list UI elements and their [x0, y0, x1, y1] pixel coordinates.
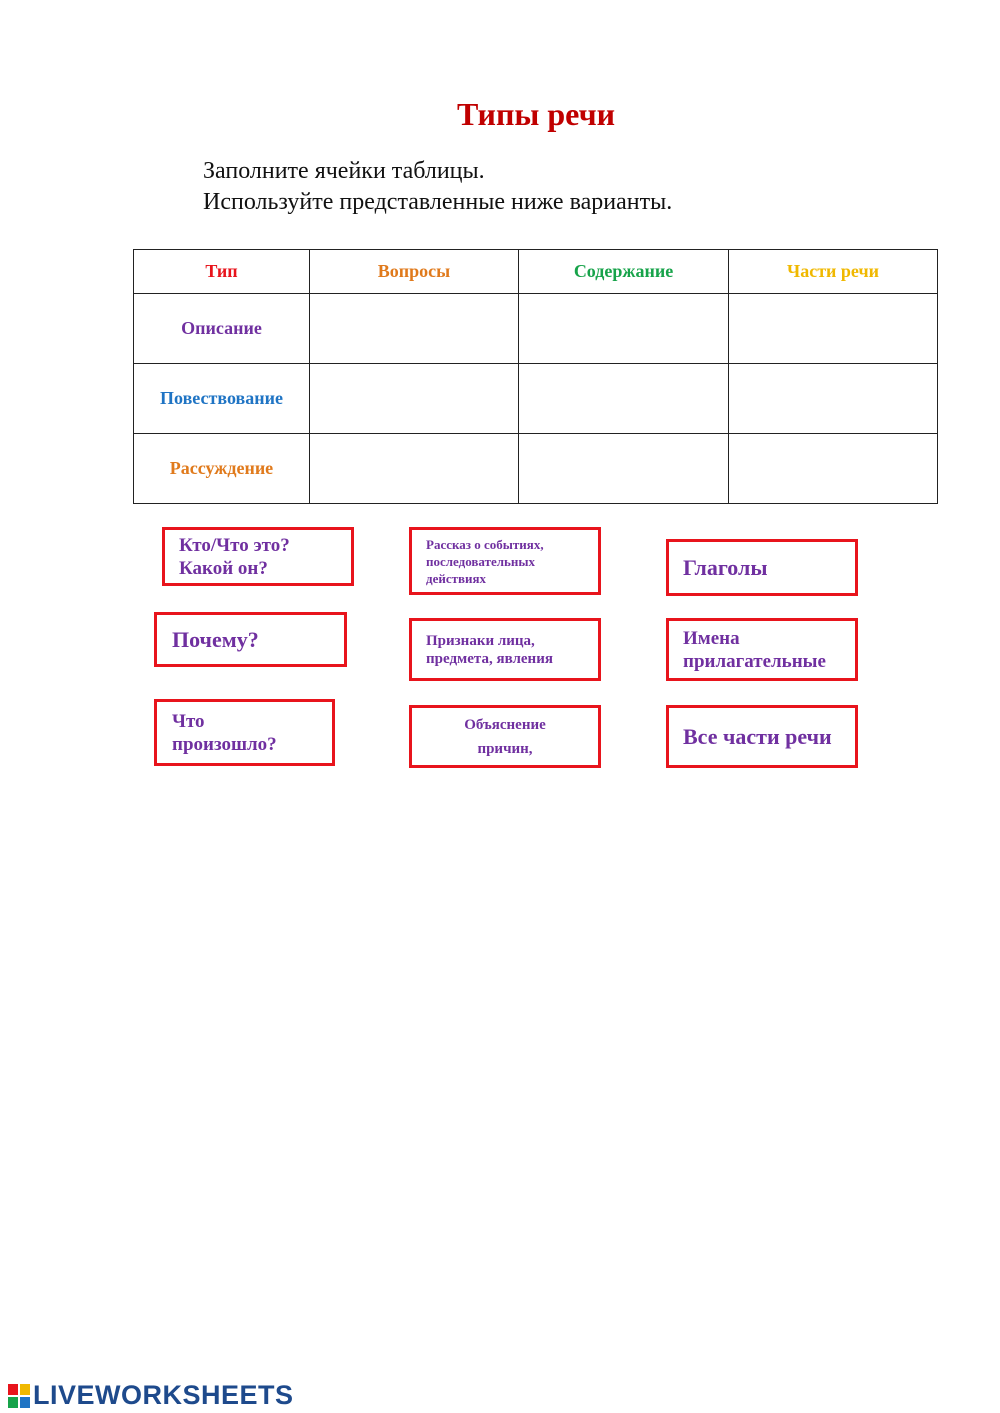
card-question-why[interactable] — [154, 612, 347, 667]
drop-cell-content[interactable] — [519, 294, 729, 364]
header-content: Содержание — [519, 250, 729, 294]
card-content-reasons[interactable] — [409, 705, 601, 768]
card-line: Рассказ о событиях, — [426, 536, 544, 552]
drop-cell-questions[interactable] — [310, 294, 519, 364]
row-label: Описание — [134, 294, 310, 364]
row-label: Повествование — [134, 364, 310, 434]
drop-cell-parts[interactable] — [729, 434, 938, 504]
card-line: произошло? — [172, 733, 277, 755]
drop-cell-parts[interactable] — [729, 294, 938, 364]
drop-cell-questions[interactable] — [310, 434, 519, 504]
liveworksheets-logo — [8, 1380, 294, 1411]
drop-cell-questions[interactable] — [310, 364, 519, 434]
table-row-reasoning — [134, 434, 938, 504]
logo-text: LIVEWORKSHEETS — [33, 1380, 294, 1410]
answer-table — [133, 249, 938, 504]
card-line: Что — [172, 710, 205, 732]
card-line: причин, — [477, 740, 533, 757]
card-parts-adjectives[interactable] — [666, 618, 858, 681]
instruction-line-2: Используйте представленные ниже варианты. — [203, 189, 673, 215]
drop-cell-content[interactable] — [519, 364, 729, 434]
instruction-line-1: Заполните ячейки таблицы. — [203, 158, 485, 184]
card-line: прилагательные — [683, 650, 826, 672]
card-line: Имена — [683, 627, 740, 649]
card-question-what-happened[interactable] — [154, 699, 335, 766]
card-content-features[interactable] — [409, 618, 601, 681]
card-parts-verbs[interactable] — [666, 539, 858, 596]
drop-cell-parts[interactable] — [729, 364, 938, 434]
page-title: Типы речи — [456, 96, 616, 132]
table-row-description — [134, 294, 938, 364]
logo-icon — [8, 1384, 30, 1408]
card-line: Объяснение — [464, 716, 546, 733]
card-line: Глаголы — [683, 554, 768, 580]
table-header-row — [134, 250, 938, 294]
card-line: Признаки лица, — [426, 632, 535, 649]
card-question-who-what[interactable] — [162, 527, 354, 586]
card-line: действиях — [426, 570, 487, 586]
header-parts-of-speech: Части речи — [729, 250, 938, 294]
header-questions: Вопросы — [310, 250, 519, 294]
card-line: предмета, явления — [426, 650, 553, 667]
drop-cell-content[interactable] — [519, 434, 729, 504]
card-line: Какой он? — [179, 557, 268, 579]
card-parts-all[interactable] — [666, 705, 858, 768]
card-line: Почему? — [172, 626, 259, 652]
card-content-events[interactable] — [409, 527, 601, 595]
card-line: Все части речи — [683, 723, 832, 749]
row-label: Рассуждение — [134, 434, 310, 504]
card-line: последовательных — [426, 553, 536, 569]
table-row-narration — [134, 364, 938, 434]
header-type: Тип — [134, 250, 310, 294]
card-line: Кто/Что это? — [179, 534, 290, 556]
